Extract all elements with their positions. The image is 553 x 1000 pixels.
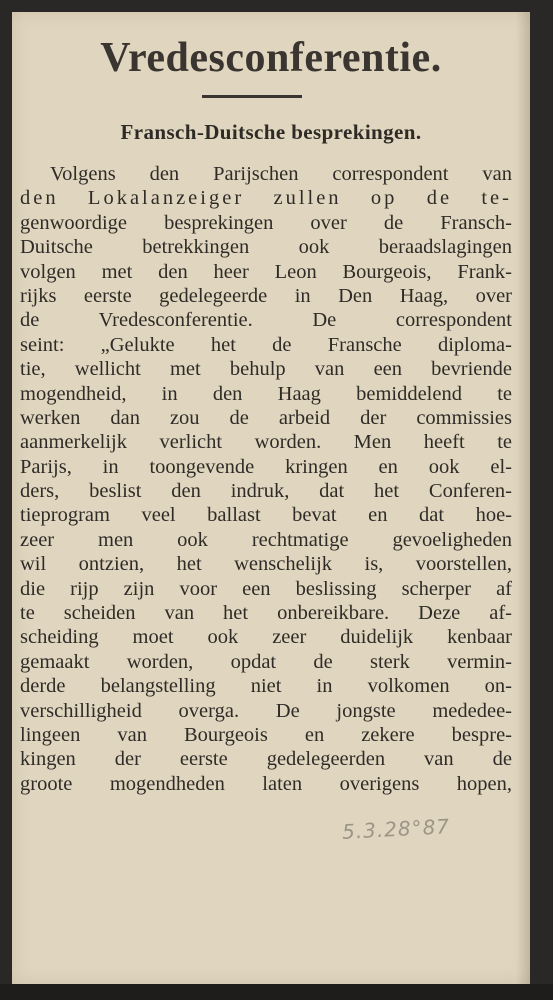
- body-line: derde belangstelling niet in volkomen on-: [20, 675, 512, 698]
- scan-border: [0, 984, 553, 1000]
- body-line: Parijs, in toongevende kringen en ook el-: [20, 455, 512, 478]
- body-line: kingen der eerste gedelegeerden van de: [20, 748, 512, 771]
- body-line: de Vredesconferentie. De correspondent: [20, 309, 512, 332]
- body-line: gemaakt worden, opdat de sterk vermin-: [20, 650, 512, 673]
- article-body: [20, 162, 512, 796]
- body-line: te scheiden van het onbereikbare. Deze af-: [20, 602, 512, 625]
- body-line: Duitsche betrekkingen ook beraadslagingen: [20, 236, 512, 259]
- body-line: den Lokalanzeiger zullen op de te-: [20, 187, 512, 210]
- body-line: wil ontzien, het wenschelijk is, voorstellen,: [20, 553, 512, 576]
- body-line: verschilligheid overga. De jongste mededee-: [20, 699, 512, 722]
- body-line: Volgens den Parijschen correspondent van: [50, 163, 512, 185]
- body-line: aanmerkelijk verlicht worden. Men heeft te: [20, 431, 512, 454]
- body-line: rijks eerste gedelegeerde in Den Haag, over: [20, 284, 512, 307]
- body-line: die rijp zijn voor een beslissing scherper af: [20, 577, 512, 600]
- body-line: seint: „Gelukte het de Fransche diploma-: [20, 333, 512, 356]
- body-line: tieprogram veel ballast bevat en dat hoe-: [20, 504, 512, 527]
- body-line: lingeen van Bourgeois en zekere bespre-: [20, 723, 512, 746]
- body-line: mogendheid, in den Haag bemiddelend te: [20, 382, 512, 405]
- body-line: genwoordige besprekingen over de Fransch-: [20, 211, 512, 234]
- article-headline: Fransch-Duitsche besprekingen.: [120, 120, 422, 144]
- masthead-title: Vredesconferentie.: [100, 35, 442, 81]
- body-line: zeer men ook rechtmatige gevoeligheden: [20, 528, 512, 551]
- body-line: ders, beslist den indruk, dat het Conferen-: [20, 480, 512, 503]
- body-line: volgen met den heer Leon Bourgeois, Frank-: [20, 260, 512, 283]
- newspaper-clipping: [12, 12, 530, 984]
- body-line: groote mogendheden laten overigens hopen,: [20, 772, 512, 795]
- title-divider: [202, 95, 302, 98]
- pencil-annotation: 5.3.28°87: [341, 814, 451, 844]
- body-line: tie, wellicht met behulp van een bevriende: [20, 358, 512, 381]
- body-line: werken dan zou de arbeid der commissies: [20, 406, 512, 429]
- body-line: scheiding moet ook zeer duidelijk kenbaar: [20, 626, 512, 649]
